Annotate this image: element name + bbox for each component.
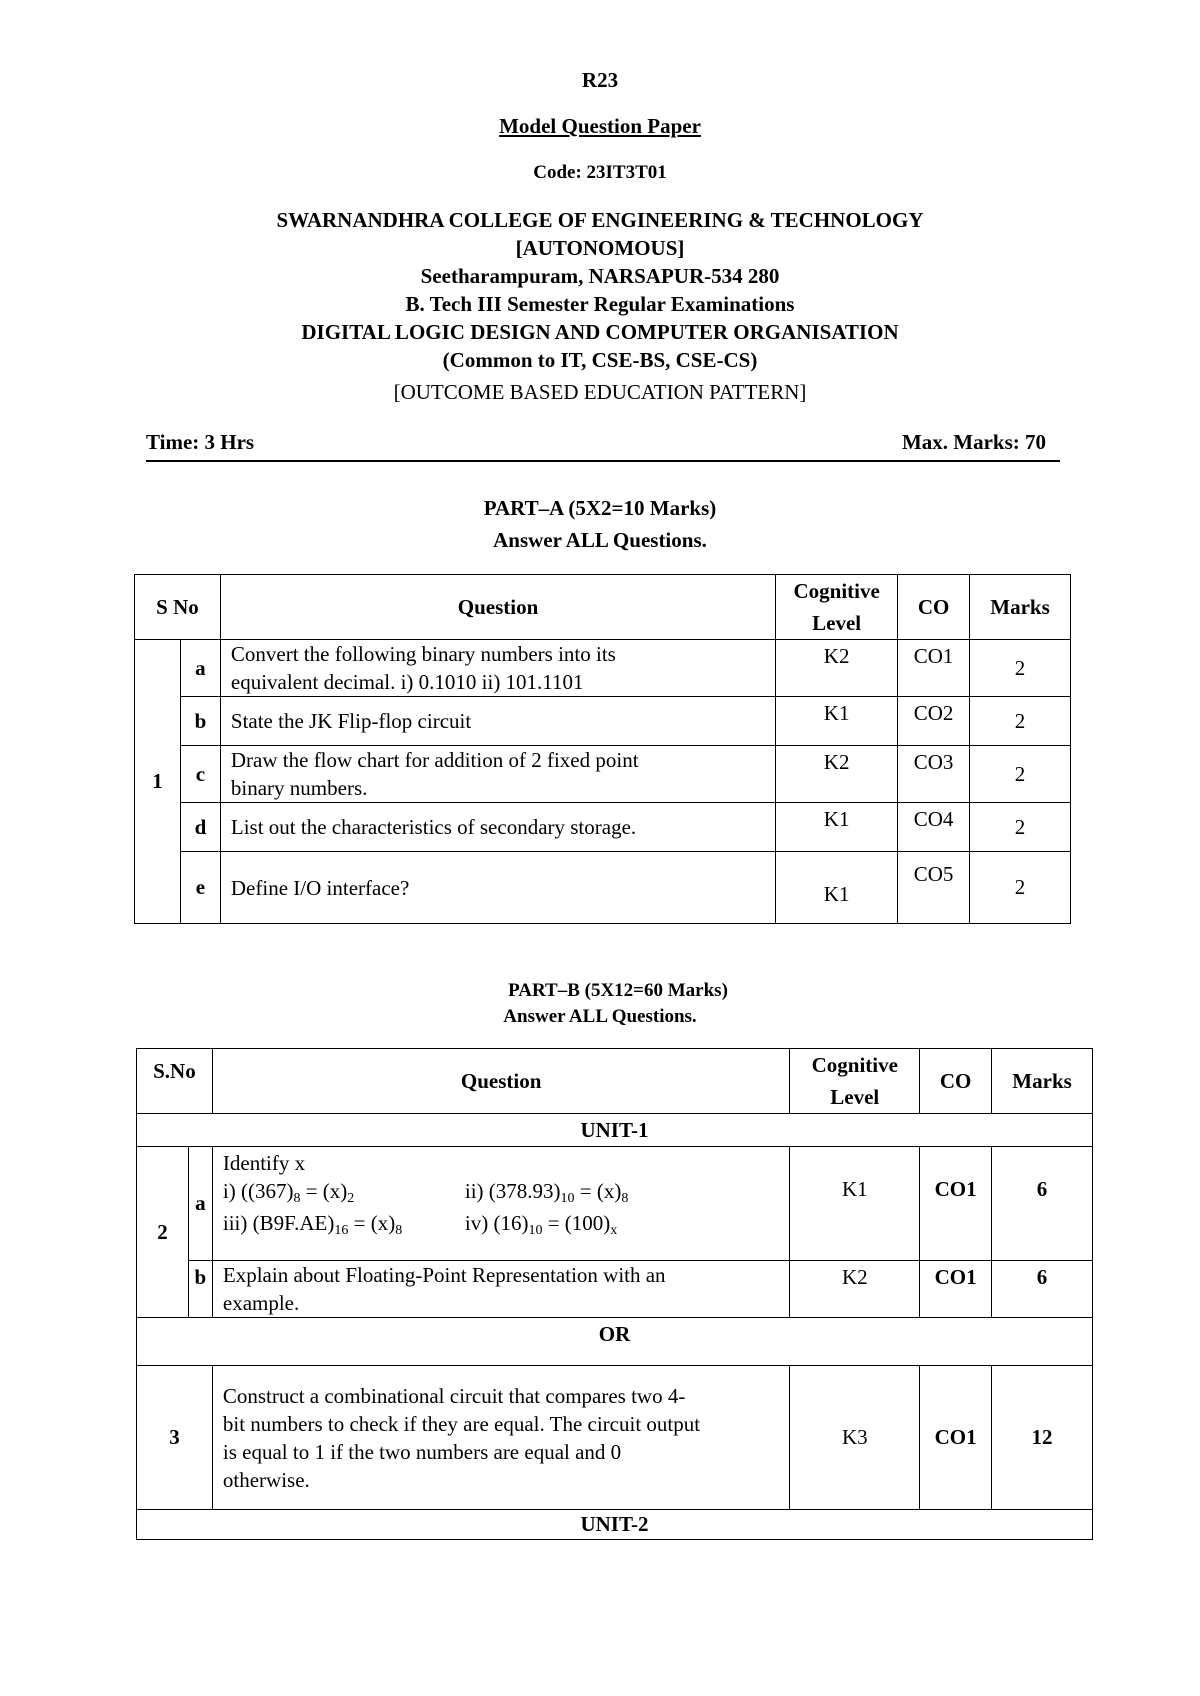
sub-question-label: a xyxy=(188,1147,212,1261)
header-cognitive-level: Cognitive Level xyxy=(776,575,898,640)
unit-row xyxy=(137,1114,1093,1147)
marks: 2 xyxy=(970,640,1071,697)
question-text: List out the characteristics of secondary storage. xyxy=(220,803,775,852)
cognitive-level: K3 xyxy=(790,1366,920,1510)
sub-question-label: b xyxy=(188,1261,212,1318)
unit-row xyxy=(137,1510,1093,1540)
marks: 2 xyxy=(970,803,1071,852)
sub-question-label: d xyxy=(180,803,220,852)
question-number: 1 xyxy=(135,640,181,924)
course-outcome: CO4 xyxy=(898,803,970,852)
regulation-label: R23 xyxy=(581,68,619,92)
sub-question-label: a xyxy=(180,640,220,697)
sub-question-label: b xyxy=(180,697,220,746)
question-text: Convert the following binary numbers into its equivalent decimal. i) 0.1010 ii) 101.1101 xyxy=(220,640,775,697)
cognitive-level: K2 xyxy=(790,1261,920,1318)
table-row xyxy=(137,1147,1093,1261)
course-outcome: CO1 xyxy=(920,1147,992,1261)
table-row xyxy=(135,746,1071,803)
cognitive-level: K1 xyxy=(776,852,898,924)
unit-2-label: UNIT-2 xyxy=(137,1510,1093,1540)
course-outcome: CO1 xyxy=(920,1261,992,1318)
header-co: CO xyxy=(898,575,970,640)
time-marks-line xyxy=(146,428,1060,462)
table-header-row xyxy=(135,575,1071,640)
question-text: Draw the flow chart for addition of 2 fixed point binary numbers. xyxy=(220,746,775,803)
header-question: Question xyxy=(212,1049,789,1114)
header-co: CO xyxy=(920,1049,992,1114)
college-name: SWARNANDHRA COLLEGE OF ENGINEERING & TECHNOLOGY xyxy=(276,208,924,232)
sub-question-label: c xyxy=(180,746,220,803)
header-question: Question xyxy=(220,575,775,640)
course-outcome: CO3 xyxy=(898,746,970,803)
cognitive-level: K1 xyxy=(776,803,898,852)
exam-name: B. Tech III Semester Regular Examinations xyxy=(405,292,795,316)
question-text: Construct a combinational circuit that compares two 4- bit numbers to check if they are equal. The circuit output is equal to 1 if the two numbers are equal and 0 otherwise. xyxy=(212,1366,789,1510)
paper-title: Model Question Paper xyxy=(499,114,701,138)
course-outcome: CO5 xyxy=(898,852,970,924)
max-marks: Max. Marks: 70 xyxy=(901,430,1046,454)
question-text: Identify x i) ((367)8 = (x)2 ii) (378.93)10 = (x)8 iii) (B9F.AE)16 = (x)8 iv) (16)10 = (100)x xyxy=(212,1147,789,1261)
subject-name: DIGITAL LOGIC DESIGN AND COMPUTER ORGANISATION xyxy=(301,320,899,344)
table-row xyxy=(135,803,1071,852)
table-header-row xyxy=(137,1049,1093,1114)
marks: 2 xyxy=(970,697,1071,746)
table-row xyxy=(137,1366,1093,1510)
table-row xyxy=(135,697,1071,746)
marks: 2 xyxy=(970,746,1071,803)
common-to: (Common to IT, CSE-BS, CSE-CS) xyxy=(442,348,758,372)
question-text: Explain about Floating-Point Representation with an example. xyxy=(212,1261,789,1318)
or-row xyxy=(137,1318,1093,1366)
header-marks: Marks xyxy=(992,1049,1093,1114)
header-sno: S.No xyxy=(137,1049,213,1114)
part-a-table xyxy=(134,574,1071,924)
autonomous-label: [AUTONOMOUS] xyxy=(515,236,685,260)
exam-time: Time: 3 Hrs xyxy=(146,430,255,454)
sub-question-label: e xyxy=(180,852,220,924)
unit-1-label: UNIT-1 xyxy=(137,1114,1093,1147)
or-label: OR xyxy=(137,1318,1093,1366)
question-number: 2 xyxy=(137,1147,189,1318)
paper-code: Code: 23IT3T01 xyxy=(533,162,667,183)
table-row xyxy=(135,640,1071,697)
header-cognitive-level: Cognitive Level xyxy=(790,1049,920,1114)
education-pattern: [OUTCOME BASED EDUCATION PATTERN] xyxy=(393,380,807,404)
question-text: Define I/O interface? xyxy=(220,852,775,924)
header-marks: Marks xyxy=(970,575,1071,640)
marks: 6 xyxy=(992,1261,1093,1318)
cognitive-level: K2 xyxy=(776,746,898,803)
part-a-instruction: Answer ALL Questions. xyxy=(493,528,707,552)
header-sno: S No xyxy=(135,575,221,640)
cognitive-level: K2 xyxy=(776,640,898,697)
college-location: Seetharampuram, NARSAPUR-534 280 xyxy=(420,264,780,288)
table-row xyxy=(137,1261,1093,1318)
table-row xyxy=(135,852,1071,924)
question-number: 3 xyxy=(137,1366,213,1510)
part-b-instruction: Answer ALL Questions. xyxy=(503,1006,697,1027)
marks: 2 xyxy=(970,852,1071,924)
part-a-title: PART–A (5X2=10 Marks) xyxy=(483,496,717,520)
question-text: State the JK Flip-flop circuit xyxy=(220,697,775,746)
cognitive-level: K1 xyxy=(776,697,898,746)
course-outcome: CO2 xyxy=(898,697,970,746)
part-b-title: PART–B (5X12=60 Marks) xyxy=(508,980,728,1001)
cognitive-level: K1 xyxy=(790,1147,920,1261)
part-b-table xyxy=(136,1048,1093,1540)
marks: 12 xyxy=(992,1366,1093,1510)
marks: 6 xyxy=(992,1147,1093,1261)
course-outcome: CO1 xyxy=(898,640,970,697)
course-outcome: CO1 xyxy=(920,1366,992,1510)
